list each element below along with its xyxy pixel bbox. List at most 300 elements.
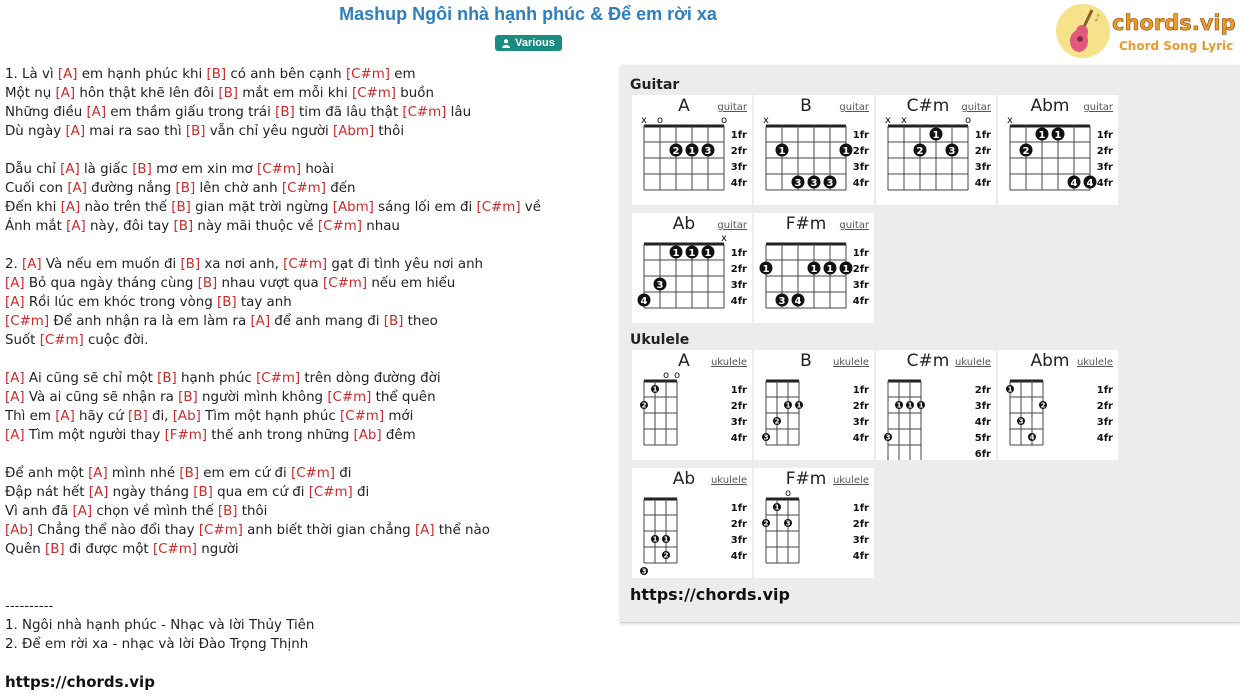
lyric-text: hôn thật khẽ lên đôi — [75, 86, 219, 101]
instrument-link[interactable]: ukulele — [710, 357, 747, 368]
fret-label: 4fr — [852, 296, 869, 307]
lyric-text: Để anh nhận ra là em làm ra — [49, 314, 251, 329]
lyric-line — [5, 597, 605, 616]
finger-number: 1 — [842, 145, 850, 157]
lyric-text: mới — [384, 409, 414, 424]
lyric-text: chọn về mình thế — [92, 504, 218, 519]
ukulele-chord-card[interactable] — [632, 350, 752, 460]
fret-label: 2fr — [974, 146, 991, 157]
finger-number: 2 — [774, 417, 780, 426]
lyric-text: 2. — [5, 257, 23, 272]
guitar-chord-card[interactable] — [632, 95, 752, 205]
guitar-chord-card[interactable] — [632, 213, 752, 323]
muted-string-mark: x — [721, 233, 727, 244]
lyric-text: có anh bên cạnh — [226, 67, 346, 82]
chord-tag[interactable]: [B] — [197, 276, 218, 291]
fret-label: 4fr — [852, 433, 869, 444]
lyric-text: thế anh trong những — [207, 428, 354, 443]
finger-number: 2 — [672, 145, 680, 157]
fret-label: 4fr — [730, 551, 747, 562]
fret-label: 1fr — [730, 385, 747, 396]
finger-number: 1 — [778, 145, 786, 157]
fret-label: 1fr — [852, 385, 869, 396]
chord-name: Ab — [672, 214, 696, 234]
lyric-line — [5, 274, 605, 293]
site-logo[interactable] — [1050, 2, 1240, 60]
lyric-text: nào trên thế — [80, 200, 172, 215]
chord-tag[interactable]: [A] — [57, 67, 78, 82]
lyric-text: gian mặt trời ngừng — [190, 200, 333, 215]
fret-label: 2fr — [730, 519, 747, 530]
chord-tag[interactable]: [C#m] — [308, 485, 353, 500]
lyric-text: lâu — [446, 105, 472, 120]
lyric-text: là giấc — [79, 162, 133, 177]
lyric-text: Tìm một người thay — [24, 428, 165, 443]
chord-tag[interactable]: [B] — [217, 295, 237, 310]
lyric-text: vẫn chỉ yêu người — [205, 124, 333, 139]
lyric-text: đi — [352, 485, 370, 500]
chord-tag[interactable]: [A] — [88, 466, 108, 481]
fret-label: 4fr — [852, 178, 869, 189]
lyric-text: theo — [403, 314, 438, 329]
chord-tag[interactable]: [Ab] — [5, 523, 34, 538]
chord-tag[interactable]: [C#m] — [290, 466, 336, 481]
muted-string-mark: x — [1007, 115, 1013, 126]
ukulele-chord-card[interactable] — [754, 350, 874, 460]
lyric-line — [5, 616, 605, 635]
chord-tag[interactable]: [A] — [55, 409, 75, 424]
chord-tag[interactable]: [A] — [5, 371, 25, 386]
open-string-mark: o — [720, 115, 728, 126]
finger-number: 1 — [1038, 129, 1046, 141]
finger-number: 1 — [762, 263, 770, 275]
chord-tag[interactable]: [B] — [171, 200, 191, 215]
lyric-line — [5, 293, 605, 312]
chord-name: C#m — [906, 351, 950, 371]
finger-number: 1 — [672, 247, 680, 259]
chord-name: Abm — [1030, 96, 1070, 116]
lyric-text: đến — [325, 181, 356, 196]
finger-number: 1 — [688, 145, 696, 157]
chord-tag[interactable]: [B] — [185, 124, 206, 139]
lyric-line — [5, 502, 605, 521]
chord-name: C#m — [906, 96, 950, 116]
lyric-text: lên chờ anh — [195, 181, 282, 196]
lyric-line — [5, 84, 605, 103]
fret-label: 3fr — [852, 280, 869, 291]
lyric-text: mình nhé — [107, 466, 180, 481]
lyric-line — [5, 540, 605, 559]
chord-tag[interactable]: [A] — [414, 523, 435, 538]
finger-number: 3 — [810, 177, 818, 189]
fret-label: 1fr — [974, 130, 991, 141]
artist-badge[interactable] — [495, 35, 562, 51]
chord-diagram — [632, 350, 752, 460]
lyric-text: buồn — [396, 86, 434, 101]
fret-label: 3fr — [730, 280, 747, 291]
chord-tag[interactable]: [C#m] — [317, 219, 362, 234]
lyric-text: Và ai cũng sẽ nhận ra — [24, 390, 179, 405]
chord-tag[interactable]: [A] — [65, 124, 86, 139]
lyric-line — [5, 198, 605, 217]
ukulele-chord-card[interactable] — [998, 350, 1118, 460]
fret-label: 2fr — [852, 146, 869, 157]
chord-tag[interactable]: [B] — [218, 86, 238, 101]
chord-tag[interactable]: [C#m] — [351, 86, 397, 101]
chord-diagram — [876, 95, 996, 205]
fret-label: 1fr — [730, 503, 747, 514]
ukulele-chord-card[interactable] — [876, 350, 996, 460]
chord-diagram — [632, 213, 752, 323]
lyric-text: đi — [335, 466, 352, 481]
lyric-text: Cuối con — [5, 181, 68, 196]
finger-number: 1 — [796, 401, 802, 410]
chord-tag[interactable]: [B] — [179, 466, 200, 481]
chord-tag[interactable]: [B] — [128, 409, 148, 424]
chord-tag[interactable]: [C#m] — [345, 67, 390, 82]
chord-tag[interactable]: [C#m] — [152, 542, 197, 557]
chord-diagram — [754, 213, 874, 323]
lyric-line — [5, 217, 605, 236]
instrument-link[interactable]: guitar — [839, 220, 869, 231]
fret-label: 3fr — [730, 535, 747, 546]
instrument-link[interactable]: guitar — [839, 102, 869, 113]
open-string-mark: o — [784, 488, 792, 499]
chord-tag[interactable]: [A] — [60, 162, 80, 177]
chord-tag[interactable]: [C#m] — [39, 333, 84, 348]
lyric-text: thôi — [374, 124, 405, 139]
lyric-text: thể quên — [371, 390, 436, 405]
lyric-line — [5, 445, 605, 464]
guitar-chord-card[interactable] — [998, 95, 1118, 205]
lyric-line — [5, 236, 605, 255]
fret-label: 6fr — [974, 449, 991, 460]
finger-number: 1 — [704, 247, 712, 259]
chord-tag[interactable]: [B] — [275, 105, 295, 120]
lyric-text: Để anh một — [5, 466, 89, 481]
lyric-text: để anh mang đi — [270, 314, 384, 329]
finger-number: 4 — [794, 295, 802, 307]
chord-tag[interactable]: [B] — [206, 67, 227, 82]
lyric-line — [5, 65, 605, 84]
chord-tag[interactable]: [A] — [72, 504, 93, 519]
finger-number: 1 — [896, 401, 902, 410]
lyric-text: sáng lối em đi — [373, 200, 477, 215]
chord-tag[interactable]: [C#m] — [340, 409, 385, 424]
lyric-text: em — [390, 67, 416, 82]
chord-tag[interactable]: [B] — [157, 371, 177, 386]
chord-tag[interactable]: [A] — [88, 485, 109, 500]
open-string-mark: o — [656, 115, 664, 126]
finger-number: 3 — [785, 519, 791, 528]
guitar-chord-card[interactable] — [754, 95, 874, 205]
instrument-link[interactable]: guitar — [961, 102, 991, 113]
finger-number: 3 — [1018, 417, 1024, 426]
muted-string-mark: x — [885, 115, 891, 126]
lyric-text: em thầm giấu trong trái — [106, 105, 276, 120]
user-icon — [502, 39, 510, 48]
chord-name: B — [800, 96, 812, 116]
lyric-text: xa nơi anh, — [200, 257, 284, 272]
lyric-line — [5, 255, 605, 274]
chord-diagram — [998, 350, 1118, 460]
lyric-text: Một nụ — [5, 86, 56, 101]
chord-diagram — [754, 350, 874, 460]
chord-name: Abm — [1030, 351, 1070, 371]
chord-diagram — [998, 95, 1118, 205]
lyric-line — [5, 426, 605, 445]
finger-number: 3 — [656, 279, 664, 291]
chord-tag[interactable]: [Abm] — [333, 124, 375, 139]
chord-tag[interactable]: [C#m] — [323, 276, 368, 291]
fret-label: 4fr — [730, 433, 747, 444]
fret-label: 3fr — [852, 535, 869, 546]
lyric-line — [5, 141, 605, 160]
chord-tag[interactable]: [F#m] — [164, 428, 207, 443]
chord-tag[interactable]: [A] — [67, 181, 87, 196]
chord-tag[interactable]: [A] — [60, 200, 81, 215]
instrument-link[interactable]: guitar — [717, 220, 747, 231]
guitar-chord-card[interactable] — [876, 95, 996, 205]
lyric-line — [5, 331, 605, 350]
lyric-text: em em cứ đi — [199, 466, 291, 481]
lyric-text: thôi — [237, 504, 268, 519]
fret-label: 1fr — [852, 248, 869, 259]
chord-diagram — [754, 95, 874, 205]
lyric-text: Ánh mắt — [5, 219, 67, 234]
fret-label: 1fr — [852, 130, 869, 141]
finger-number: 4 — [1086, 177, 1094, 189]
chord-tag[interactable]: [A] — [5, 276, 25, 291]
chord-diagram — [876, 350, 996, 460]
lyric-text: tay anh — [236, 295, 292, 310]
lyric-text: trên dòng đường đời — [300, 371, 441, 386]
chord-tag[interactable]: [A] — [250, 314, 271, 329]
ukulele-chord-card[interactable] — [754, 468, 874, 578]
lyric-text: Bỏ qua ngày tháng cùng — [24, 276, 198, 291]
fret-label: 2fr — [974, 385, 991, 396]
chord-tag[interactable]: [A] — [5, 295, 25, 310]
chord-tag[interactable]: [C#m] — [327, 390, 372, 405]
chord-tag[interactable]: [A] — [86, 105, 107, 120]
finger-number: 1 — [652, 535, 658, 544]
lyric-line — [5, 160, 605, 179]
chord-tag[interactable]: [Abm] — [332, 200, 374, 215]
lyric-text: Quên — [5, 542, 46, 557]
chord-tag[interactable]: [A] — [5, 428, 25, 443]
lyric-text: Và nếu em muốn đi — [41, 257, 181, 272]
instrument-link[interactable]: ukulele — [1076, 357, 1113, 368]
finger-number: 3 — [763, 433, 769, 442]
lyric-text: Dù ngày — [5, 124, 66, 139]
chord-name: A — [678, 96, 690, 116]
finger-number: 1 — [1054, 129, 1062, 141]
lyric-text: hãy cứ — [74, 409, 129, 424]
chord-tag[interactable]: [Ab] — [172, 409, 201, 424]
chord-tag[interactable]: [B] — [383, 314, 404, 329]
lyric-text: này mãi thuộc về — [193, 219, 318, 234]
svg-text:♪: ♪ — [1094, 13, 1101, 24]
lyric-text: hoài — [301, 162, 334, 177]
chord-tag[interactable]: [C#m] — [257, 162, 302, 177]
lyric-text: mắt em mỗi khi — [237, 86, 352, 101]
lyric-line — [5, 312, 605, 331]
finger-number: 3 — [778, 295, 786, 307]
chord-tag[interactable]: [C#m] — [256, 371, 301, 386]
guitar-chord-card[interactable] — [754, 213, 874, 323]
fret-label: 1fr — [1096, 385, 1113, 396]
fret-label: 2fr — [1096, 146, 1113, 157]
lyric-text: em hạnh phúc khi — [77, 67, 207, 82]
fret-label: 3fr — [852, 162, 869, 173]
lyric-text: nhau vượt qua — [217, 276, 323, 291]
finger-number: 3 — [641, 567, 647, 576]
finger-number: 2 — [763, 519, 769, 528]
finger-number: 1 — [652, 385, 658, 394]
lyric-line — [5, 483, 605, 502]
fret-label: 3fr — [1096, 417, 1113, 428]
chord-tag[interactable]: [A] — [5, 390, 25, 405]
finger-number: 1 — [826, 263, 834, 275]
finger-number: 3 — [704, 145, 712, 157]
chord-tag[interactable]: [A] — [66, 219, 86, 234]
chord-tag[interactable]: [B] — [45, 542, 65, 557]
muted-string-mark: x — [641, 115, 647, 126]
lyric-text: thể nào — [434, 523, 490, 538]
finger-number: 1 — [1007, 385, 1013, 394]
chord-tag[interactable]: [B] — [178, 390, 198, 405]
chord-tag[interactable]: [Ab] — [353, 428, 382, 443]
fret-label: 1fr — [730, 248, 747, 259]
chord-tag[interactable]: [B] — [175, 181, 196, 196]
instrument-link[interactable]: ukulele — [710, 475, 747, 486]
lyric-text: hạnh phúc — [176, 371, 257, 386]
muted-string-mark: x — [763, 115, 769, 126]
lyric-line — [5, 635, 605, 654]
open-string-mark: o — [673, 370, 681, 381]
chord-name: A — [678, 351, 690, 371]
lyric-text: ngày tháng — [108, 485, 194, 500]
finger-number: 4 — [1029, 433, 1035, 442]
instrument-link[interactable]: guitar — [717, 102, 747, 113]
chord-tag[interactable]: [B] — [180, 257, 201, 272]
fret-label: 1fr — [852, 503, 869, 514]
lyric-text: Rồi lúc em khóc trong vòng — [24, 295, 218, 310]
chord-tag[interactable]: [C#m] — [281, 181, 326, 196]
chord-tag[interactable]: [B] — [173, 219, 194, 234]
fret-label: 2fr — [730, 146, 747, 157]
fret-label: 4fr — [974, 178, 991, 189]
instrument-link[interactable]: guitar — [1083, 102, 1113, 113]
fret-label: 3fr — [852, 417, 869, 428]
panel-url[interactable]: https://chords.vip — [630, 585, 790, 604]
chord-name: F#m — [785, 469, 827, 489]
fret-label: 1fr — [730, 130, 747, 141]
lyric-text: ---------- — [5, 599, 54, 614]
lyric-text: người — [197, 542, 239, 557]
chord-tag[interactable]: [C#m] — [402, 105, 447, 120]
finger-number: 1 — [663, 535, 669, 544]
fret-label: 4fr — [1096, 178, 1113, 189]
chord-tag[interactable]: [C#m] — [198, 523, 243, 538]
lyric-text: 1. Ngôi nhà hạnh phúc - Nhạc và lời Thủy Tiên — [5, 618, 315, 633]
fret-label: 2fr — [730, 401, 747, 412]
lyric-text: Tìm một hạnh phúc — [200, 409, 341, 424]
finger-number: 1 — [918, 401, 924, 410]
finger-number: 1 — [785, 401, 791, 410]
chord-diagram-panel — [620, 65, 1240, 623]
finger-number: 3 — [885, 433, 891, 442]
instrument-link[interactable]: ukulele — [832, 357, 869, 368]
chord-tag[interactable]: [B] — [132, 162, 152, 177]
finger-number: 3 — [826, 177, 834, 189]
lyric-text: Dẫu chỉ — [5, 162, 61, 177]
finger-number: 3 — [948, 145, 956, 157]
lyric-line — [5, 521, 605, 540]
chord-tag[interactable]: [A] — [22, 257, 42, 272]
finger-number: 1 — [810, 263, 818, 275]
lyric-text: về — [520, 200, 541, 215]
lyric-text: Thì em — [5, 409, 56, 424]
song-title: Mashup Ngôi nhà hạnh phúc & Để em rời xa — [339, 4, 717, 24]
chord-tag[interactable]: [C#m] — [476, 200, 521, 215]
chord-tag[interactable]: [B] — [193, 485, 213, 500]
lyric-line — [5, 179, 605, 198]
finger-number: 2 — [663, 551, 669, 560]
finger-number: 2 — [1040, 401, 1046, 410]
lyric-line — [5, 103, 605, 122]
fret-label: 2fr — [852, 264, 869, 275]
fret-label: 5fr — [974, 433, 991, 444]
fret-label: 4fr — [730, 296, 747, 307]
chord-name: F#m — [785, 214, 827, 234]
lyric-text: đường nắng — [86, 181, 176, 196]
finger-number: 4 — [1070, 177, 1078, 189]
fret-label: 2fr — [852, 401, 869, 412]
lyric-line — [5, 407, 605, 426]
lyric-text: đi được một — [64, 542, 153, 557]
chord-diagram — [632, 468, 752, 578]
fret-label: 4fr — [1096, 433, 1113, 444]
finger-number: 2 — [916, 145, 924, 157]
guitar-section-label: Guitar — [630, 77, 680, 93]
lyric-line — [5, 464, 605, 483]
chord-tag[interactable]: [C#m] — [283, 257, 328, 272]
lyric-line — [5, 122, 605, 141]
lyric-text: này, đôi tay — [85, 219, 174, 234]
lyric-text: Đập nát hết — [5, 485, 89, 500]
instrument-link[interactable]: ukulele — [954, 357, 991, 368]
fret-label: 3fr — [730, 417, 747, 428]
lyric-line — [5, 388, 605, 407]
chord-tag[interactable]: [B] — [217, 504, 238, 519]
footer-url[interactable]: https://chords.vip — [5, 673, 155, 691]
finger-number: 2 — [641, 401, 647, 410]
fret-label: 4fr — [974, 417, 991, 428]
logo-brand: chords.vip — [1112, 11, 1236, 35]
instrument-link[interactable]: ukulele — [832, 475, 869, 486]
chord-tag[interactable]: [A] — [55, 86, 76, 101]
fret-label: 3fr — [730, 162, 747, 173]
ukulele-chord-card[interactable] — [632, 468, 752, 578]
finger-number: 1 — [774, 503, 780, 512]
lyric-text: 1. Là vì — [5, 67, 58, 82]
lyric-text: người mình không — [197, 390, 328, 405]
lyric-line — [5, 559, 605, 578]
lyric-line — [5, 350, 605, 369]
lyric-text: Ai cũng sẽ chỉ một — [24, 371, 158, 386]
chord-tag[interactable]: [C#m] — [5, 314, 50, 329]
